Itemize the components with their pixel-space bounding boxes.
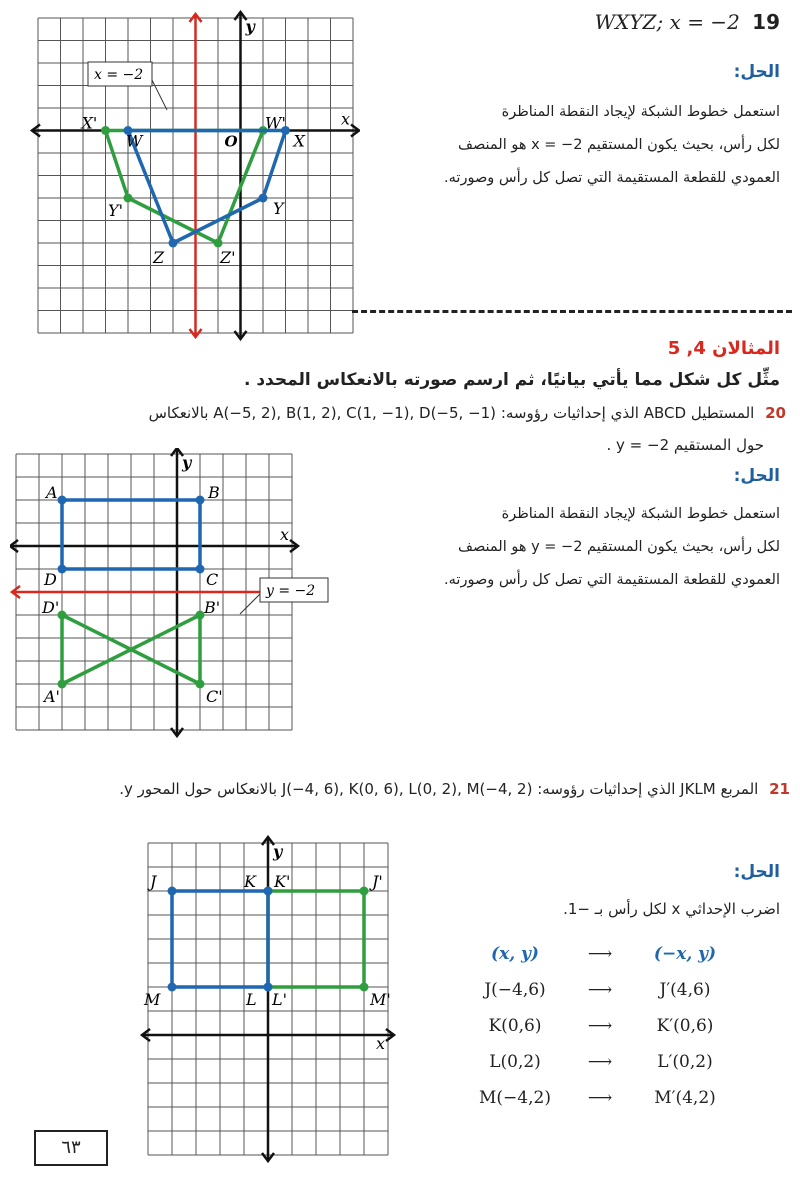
vertex-point [124, 194, 133, 203]
graph-19 [30, 10, 360, 350]
labels [41, 453, 328, 706]
graph-21 [140, 835, 400, 1180]
ex21-instruction: اضرب الإحداثي x لكل رأس بـ −1. [563, 900, 780, 918]
ex20-line-1: المستطيل ABCD الذي إحداثيات رؤوسه: A(−5, 2), B(1, 2), C(1, −1), D(−5, −1) بالانعكاس [148, 404, 755, 422]
graph-20 [10, 448, 340, 738]
vertex-label: X [293, 131, 305, 151]
vertex-label: K' [274, 872, 291, 891]
vertex-label: C [206, 570, 219, 589]
vertex-label: Z [153, 248, 165, 267]
ex20-statement [6, 404, 786, 422]
arrow: ⟶ [587, 1052, 613, 1072]
origin-label: O [224, 132, 238, 151]
axes [142, 837, 394, 1161]
ex19-header-text: WXYZ; x = −2 [594, 10, 740, 34]
mapping-row [460, 1008, 780, 1044]
vertex-label: C' [206, 687, 223, 706]
vertex-point [169, 239, 178, 248]
vertex-point [101, 126, 110, 135]
mapping-left: M(−4,2) [479, 1088, 551, 1108]
vertex-label: W [126, 131, 143, 151]
vertex-label: Y' [108, 201, 123, 220]
mapping-table [460, 936, 780, 1116]
ex20-line-c: العمودي للقطعة المستقيمة التي تصل كل رأس وصورته. [444, 572, 780, 588]
section-title: المثالان 4, 5 [667, 338, 780, 359]
vertex-label: J' [372, 872, 383, 891]
mapping-row-header [460, 936, 780, 972]
mapping-right: L′(0,2) [657, 1052, 713, 1072]
ex19-number: 19 [752, 10, 780, 34]
y-axis-label: y [245, 17, 255, 36]
mapping-row [460, 1044, 780, 1080]
vertex-label: L [246, 990, 257, 1009]
vertex-label: Y [273, 199, 284, 218]
vertex-point [214, 239, 223, 248]
ex19-line-2: لكل رأس، بحيث يكون المستقيم x = −2 هو المنصف [457, 137, 780, 153]
vertex-label: B [208, 483, 220, 502]
vertex-point [360, 887, 369, 896]
vertex-point [168, 983, 177, 992]
vertex-point [58, 565, 67, 574]
mapping-left: K(0,6) [488, 1016, 542, 1036]
vertex-label: Z' [220, 248, 236, 267]
ex20-line-b: لكل رأس، بحيث يكون المستقيم y = −2 هو المنصف [457, 539, 780, 555]
y-axis-label: y [273, 842, 283, 861]
mirror-label: y = −2 [266, 583, 316, 599]
vertex-point [259, 194, 268, 203]
original-polygon [128, 131, 286, 244]
ex20-line-a: استعمل خطوط الشبكة لإيجاد النقطة المناظرة [501, 506, 780, 522]
vertex-label: D' [42, 598, 60, 617]
vertex-point [196, 565, 205, 574]
ex21-solution-label: الحل: [733, 862, 780, 882]
vertex-point [168, 887, 177, 896]
ex20-number: 20 [765, 404, 786, 422]
vertex-label: X' [81, 113, 98, 133]
mapping-left: L(0,2) [489, 1052, 541, 1072]
vertex-point [58, 496, 67, 505]
ex19-solution-label: الحل: [733, 62, 780, 82]
vertex-point [196, 680, 205, 689]
page-number: ٦٣ [34, 1130, 108, 1166]
mirror-label: x = −2 [94, 67, 144, 83]
arrow: ⟶ [587, 1088, 613, 1108]
vertex-label: M' [370, 990, 391, 1009]
ex20-explanation [380, 498, 780, 597]
dashed-separator [352, 310, 792, 313]
mapping-left: J(−4,6) [484, 980, 546, 1000]
vertex-label: L' [272, 990, 288, 1009]
vertex-point [360, 983, 369, 992]
x-axis-label: x [376, 1034, 386, 1053]
ex21-statement [0, 780, 790, 798]
ex21-number: 21 [769, 780, 790, 798]
vertex-label: M [144, 990, 161, 1009]
ex20-solution-label: الحل: [733, 466, 780, 486]
mirror-label-pointer [152, 80, 167, 110]
mapping-right: K′(0,6) [656, 1016, 714, 1036]
mapping-row [460, 1080, 780, 1116]
section-instruction: مثِّل كل شكل مما يأتي بيانيًا، ثم ارسم صورته بالانعكاس المحدد . [243, 370, 780, 390]
vertex-label: A [46, 483, 58, 502]
vertex-point [196, 496, 205, 505]
ex19-header [595, 10, 780, 34]
mapping-right: M′(4,2) [654, 1088, 716, 1108]
vertex-label: W' [265, 113, 286, 133]
vertex-label: D [44, 570, 57, 589]
vertex-point [264, 887, 273, 896]
x-axis-label: x [280, 525, 290, 544]
mapping-right: (−x, y) [653, 944, 717, 964]
vertex-label: K [244, 872, 256, 891]
y-axis-label: y [182, 453, 192, 472]
mapping-row [460, 972, 780, 1008]
mapping-right: J′(4,6) [659, 980, 711, 1000]
ex20-line-2: حول المستقيم y = −2 . [606, 436, 764, 454]
arrow: ⟶ [587, 980, 613, 1000]
mirror-label-pointer [240, 594, 260, 614]
vertex-label: B' [204, 598, 221, 617]
mapping-left: (x, y) [491, 944, 539, 964]
ex19-line-3: العمودي للقطعة المستقيمة التي تصل كل رأس وصورته. [444, 170, 780, 186]
arrow: ⟶ [587, 944, 613, 964]
arrow: ⟶ [587, 1016, 613, 1036]
ex19-explanation [380, 96, 780, 195]
ex21-line-1: المربع JKLM الذي إحداثيات رؤوسه: J(−4, 6), K(0, 6), L(0, 2), M(−4, 2) بالانعكاس حول المحور y. [119, 780, 759, 798]
vertex-label: J [150, 872, 157, 891]
ex19-line-1: استعمل خطوط الشبكة لإيجاد النقطة المناظرة [501, 104, 780, 120]
x-axis-label: x [341, 109, 351, 129]
vertex-label: A' [44, 687, 60, 706]
labels [80, 17, 351, 267]
